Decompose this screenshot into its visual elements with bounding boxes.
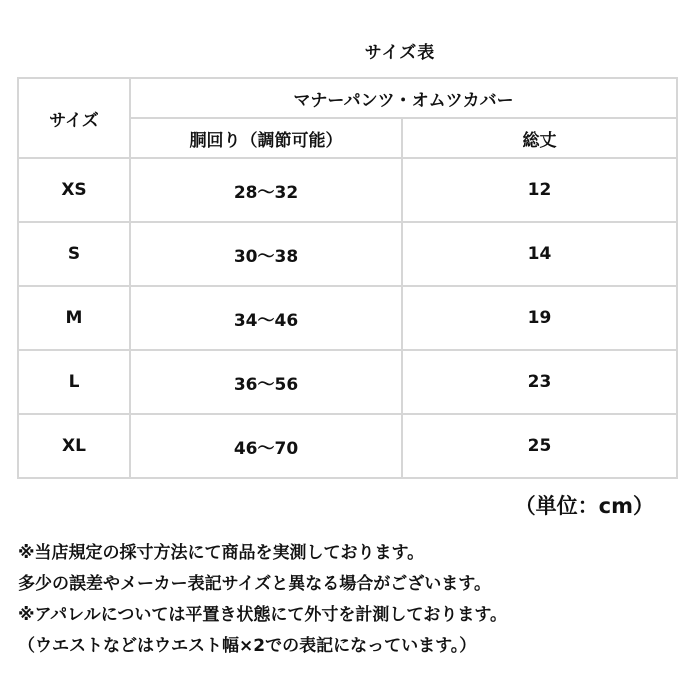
row-length: 14 [402,222,677,286]
row-size: M [18,286,130,350]
row-waist: 28〜32 [130,158,402,222]
table-row [18,414,677,478]
row-size: L [18,350,130,414]
row-length: 12 [402,158,677,222]
row-size: XL [18,414,130,478]
table-header-row [18,78,677,118]
unit-label: （単位：cm） [514,494,654,518]
row-length: 23 [402,350,677,414]
note-line: ※アパレルについては平置き状態にて外寸を計測しております。 [18,605,508,625]
note-line: （ウエストなどはウエスト幅×2での表記になっています。） [18,636,477,656]
note-line: 多少の誤差やメーカー表記サイズと異なる場合がございます。 [18,574,491,594]
row-waist: 36〜56 [130,350,402,414]
header-waist: 胴回り（調節可能） [130,118,402,158]
row-waist: 34〜46 [130,286,402,350]
notes [18,538,698,662]
header-length: 総丈 [402,118,677,158]
table-row [18,350,677,414]
row-waist: 46〜70 [130,414,402,478]
table-row [18,158,677,222]
page-title: サイズ表 [364,43,436,63]
header-product-group: マナーパンツ・オムツカバー [130,78,677,118]
header-size: サイズ [18,78,130,158]
row-length: 25 [402,414,677,478]
table-row [18,222,677,286]
row-waist: 30〜38 [130,222,402,286]
row-size: S [18,222,130,286]
row-length: 19 [402,286,677,350]
row-size: XS [18,158,130,222]
note-line: ※当店規定の採寸方法にて商品を実測しております。 [18,543,425,563]
size-table [17,77,678,479]
table-row [18,286,677,350]
